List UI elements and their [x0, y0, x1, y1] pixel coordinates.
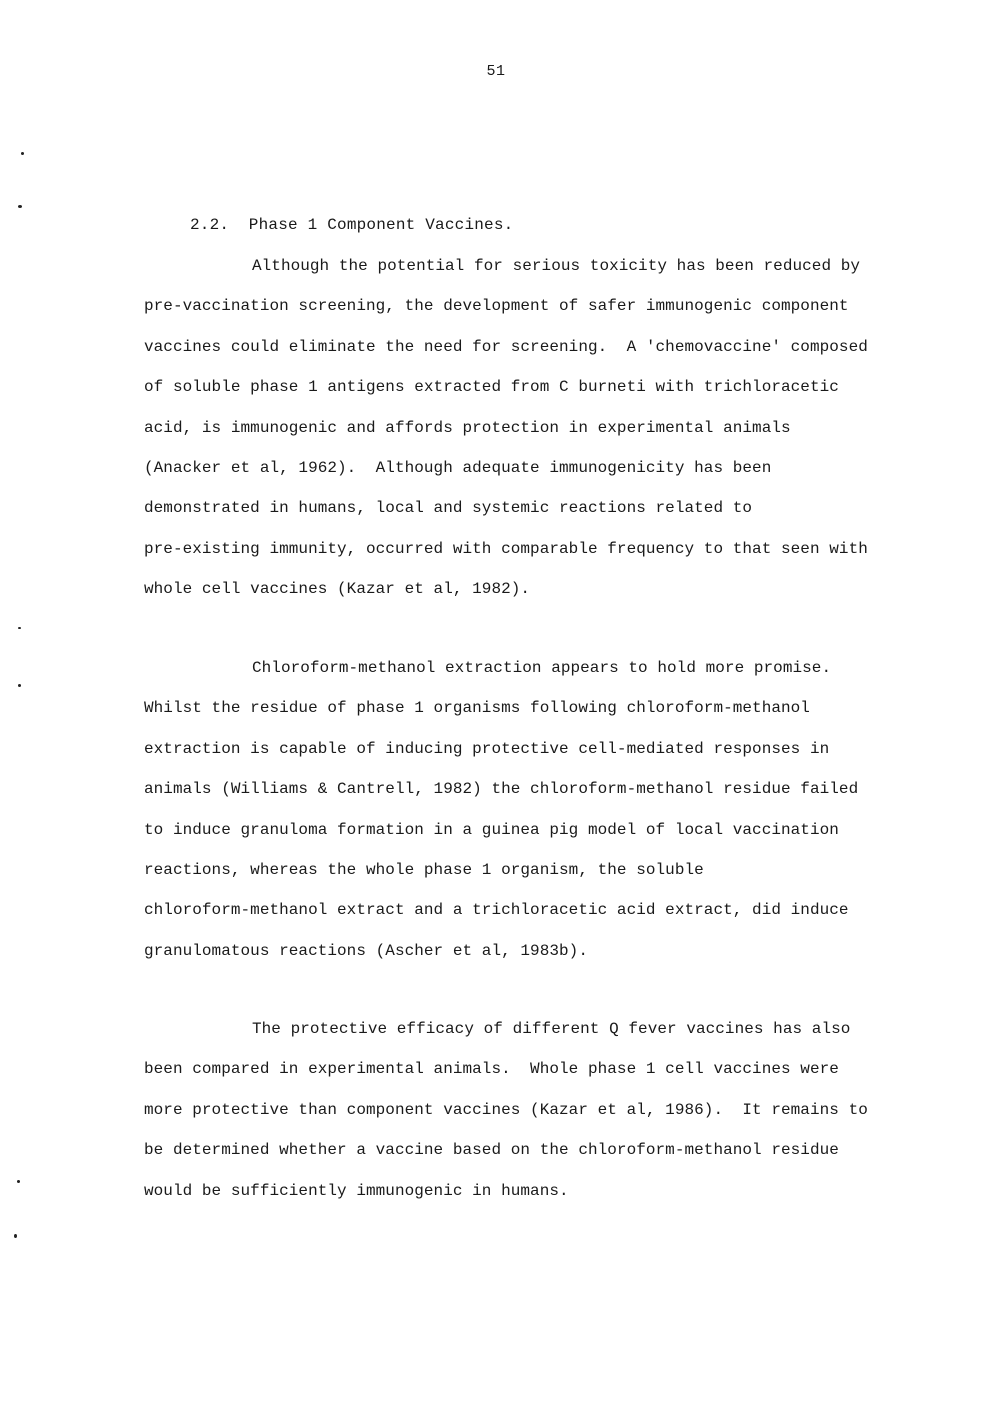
paragraph-chloroform-methanol [144, 648, 904, 971]
text-line: more protective than component vaccines (Kazar et al, 1986). It remains to [144, 1100, 868, 1119]
scan-speck [17, 1180, 20, 1183]
scan-speck [21, 152, 24, 155]
text-line: vaccines could eliminate the need for screening. A 'chemovaccine' composed [144, 337, 868, 356]
scan-speck [18, 684, 21, 687]
text-line: Chloroform-methanol extraction appears to hold more promise. [252, 659, 832, 677]
text-line: reactions, whereas the whole phase 1 organism, the soluble [144, 860, 704, 879]
text-line: Whilst the residue of phase 1 organisms following chloroform-methanol [144, 699, 810, 718]
text-line: whole cell vaccines (Kazar et al, 1982). [144, 580, 531, 599]
text-line: extraction is capable of inducing protective cell-mediated responses in [144, 739, 830, 758]
text-line: pre-existing immunity, occurred with comparable frequency to that seen with [144, 539, 868, 558]
text-line: (Anacker et al, 1962). Although adequate immunogenicity has been [144, 458, 772, 477]
section-heading: 2.2. Phase 1 Component Vaccines. [190, 216, 514, 234]
text-line: be determined whether a vaccine based on the chloroform-methanol residue [144, 1141, 839, 1160]
scan-speck [14, 1234, 17, 1238]
scan-speck [18, 627, 21, 629]
text-line: Although the potential for serious toxicity has been reduced by [252, 257, 861, 275]
text-line: of soluble phase 1 antigens extracted from C burneti with trichloracetic [144, 378, 839, 397]
paragraph-protective-efficacy [144, 1009, 904, 1211]
text-line: would be sufficiently immunogenic in humans. [144, 1181, 569, 1200]
page-number: 51 [486, 63, 506, 80]
text-line: to induce granuloma formation in a guinea pig model of local vaccination [144, 820, 839, 839]
text-line: pre-vaccination screening, the development of safer immunogenic component [144, 297, 849, 316]
text-line: The protective efficacy of different Q fever vaccines has also [252, 1020, 851, 1038]
paragraph-phase1-screening [144, 246, 904, 610]
text-line: acid, is immunogenic and affords protection in experimental animals [144, 418, 791, 437]
scan-speck [18, 205, 22, 208]
text-line: chloroform-methanol extract and a trichloracetic acid extract, did induce [144, 901, 849, 920]
text-line: granulomatous reactions (Ascher et al, 1983b). [144, 941, 588, 960]
text-line: been compared in experimental animals. Whole phase 1 cell vaccines were [144, 1060, 839, 1079]
text-line: demonstrated in humans, local and systemic reactions related to [144, 499, 753, 518]
text-line: animals (Williams & Cantrell, 1982) the chloroform-methanol residue failed [144, 780, 859, 799]
